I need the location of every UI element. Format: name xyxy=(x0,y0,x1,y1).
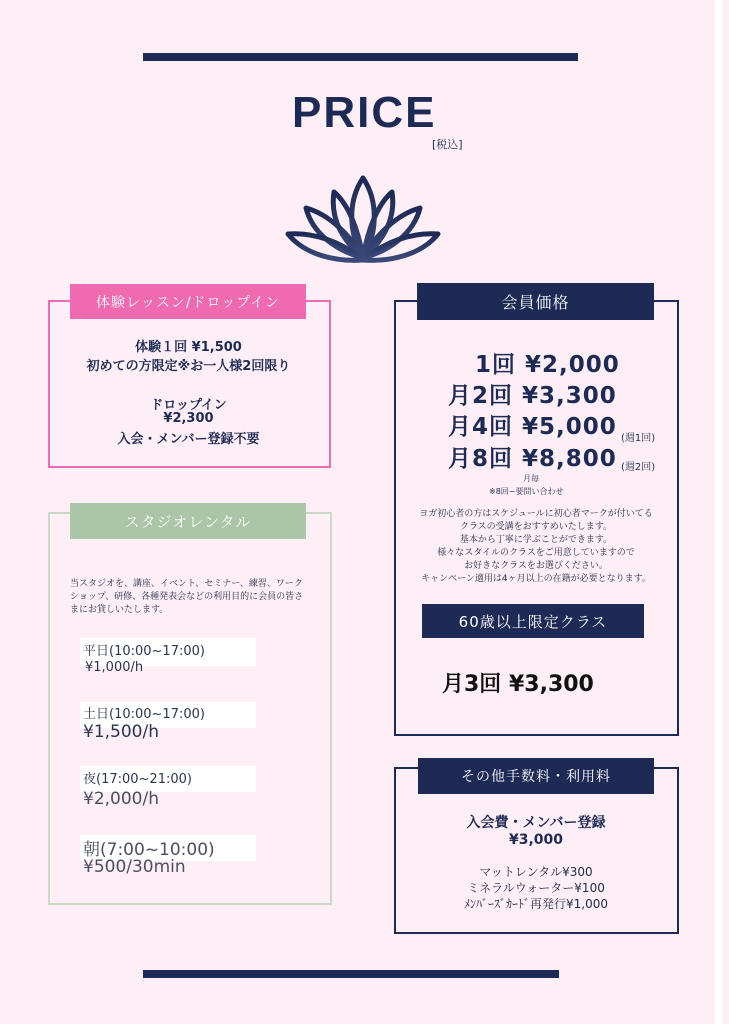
lotus-icon xyxy=(282,170,444,268)
slot-price: ¥1,000/h xyxy=(85,660,144,675)
plan-price: 月4回 ¥5,000 xyxy=(448,414,617,440)
trial-heading: 体験レッスン/ドロップイン xyxy=(70,284,306,319)
slot-price: ¥1,500/h xyxy=(83,722,159,742)
rental-intro: 当スタジオを、講座、イベント、セミナー、練習、ワークショップ、研修、各種発表会などの利用目的に会員の皆さまにお貸しいたします。 xyxy=(70,579,304,615)
fee-item: マットレンタル¥300 xyxy=(479,865,593,879)
member-note: 基本から丁寧に学ぶことができます。 xyxy=(459,535,613,545)
slot-time: 土日(10:00~17:00) xyxy=(83,707,205,722)
dropin-note: 入会・メンバー登録不要 xyxy=(117,432,260,447)
member-heading: 会員価格 xyxy=(417,283,654,320)
rental-heading: スタジオレンタル xyxy=(70,503,306,539)
member-note: お好きなクラスをお選びください。 xyxy=(464,561,608,571)
member-note: ヨガ初心者の方はスケジュールに初心者マークが付いてる xyxy=(419,509,653,519)
trial-price: 体験１回 ¥1,500 xyxy=(135,340,242,355)
slot-time: 夜(17:00~21:00) xyxy=(83,772,192,787)
slot-time: 平日(10:00~17:00) xyxy=(83,644,205,659)
dropin-label: ドロップイン xyxy=(150,398,227,413)
plan-frequency: (週1回) xyxy=(621,433,656,444)
senior-class-price: 月3回 ¥3,300 xyxy=(442,672,594,697)
dropin-price: ¥2,300 xyxy=(163,411,214,426)
slot-price: ¥2,000/h xyxy=(83,789,159,809)
senior-class-heading: 60歳以上限定クラス xyxy=(422,604,644,638)
monthly-note: 月毎 xyxy=(523,474,539,483)
page-title: PRICE xyxy=(292,88,437,137)
fee-item: ﾒﾝﾊﾞｰｽﾞｶｰﾄﾞ再発行¥1,000 xyxy=(464,897,608,911)
member-note: キャンペーン適用は4ヶ月以上の在籍が必要となります。 xyxy=(421,574,651,584)
registration-fee-price: ¥3,000 xyxy=(508,832,564,848)
other-fees-heading: その他手数料・利用料 xyxy=(418,758,654,794)
slot-time: 朝(7:00~10:00) xyxy=(83,840,215,860)
tax-note: [税込] xyxy=(432,138,463,151)
bottom-divider xyxy=(143,970,559,978)
member-note: クラスの受講をおすすめいたします。 xyxy=(459,522,613,532)
fee-item: ミネラルウォーター¥100 xyxy=(467,881,605,895)
plan-price: 月2回 ¥3,300 xyxy=(448,383,617,409)
inquiry-note: ※8回~要問い合わせ xyxy=(489,487,564,496)
trial-condition: 初めての方限定※お一人様2回限り xyxy=(86,359,291,374)
member-note: 様々なスタイルのクラスをご用意していますので xyxy=(437,548,635,558)
registration-fee-label: 入会費・メンバー登録 xyxy=(466,815,606,831)
plan-frequency: (週2回) xyxy=(621,462,656,473)
page-edge xyxy=(715,0,722,1024)
plan-price: 月8回 ¥8,800 xyxy=(448,446,617,472)
top-divider xyxy=(143,53,578,61)
slot-price: ¥500/30min xyxy=(83,857,186,877)
plan-price: 1回 ¥2,000 xyxy=(475,352,620,378)
